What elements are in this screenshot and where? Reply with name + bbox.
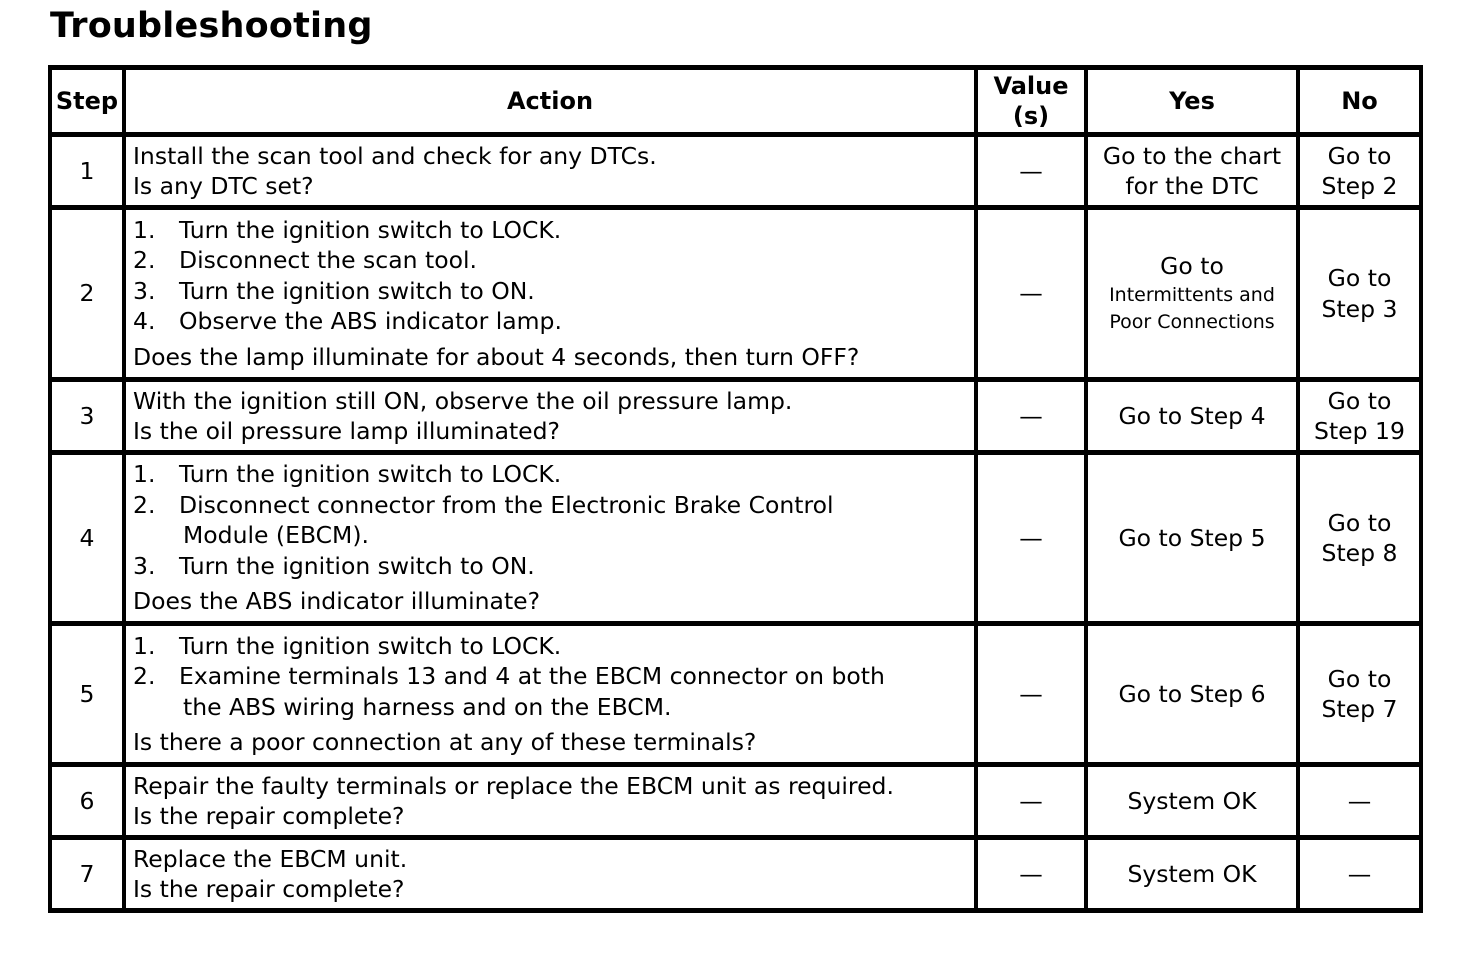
yes-cell: Go to Step 4	[1086, 380, 1298, 453]
troubleshooting-table	[48, 65, 1423, 913]
no-cell	[1298, 453, 1421, 624]
action-line: Is the repair complete?	[133, 802, 405, 830]
step-number: 4	[50, 453, 124, 624]
table-row	[50, 838, 1421, 911]
action-cell	[124, 838, 976, 911]
yes-line-small: Poor Connections	[1109, 310, 1275, 333]
yes-line: Go to	[1160, 252, 1224, 281]
list-item-text: Turn the ignition switch to ON.	[179, 276, 535, 305]
list-item-number: 2.	[133, 490, 156, 519]
action-line: Is any DTC set?	[133, 172, 314, 200]
list-item-number: 2.	[133, 246, 156, 275]
list-item-number: 3.	[133, 551, 156, 580]
page-title: Troubleshooting	[50, 6, 373, 46]
no-cell	[1298, 135, 1421, 208]
list-item-text: Disconnect the scan tool.	[179, 246, 477, 275]
no-line: Go to	[1327, 141, 1392, 170]
yes-cell	[1086, 135, 1298, 208]
list-item	[133, 215, 970, 246]
action-question: Does the ABS indicator illuminate?	[133, 587, 541, 616]
step-number: 6	[50, 765, 124, 838]
header-no: No	[1298, 68, 1421, 135]
no-cell: —	[1298, 838, 1421, 911]
no-cell: —	[1298, 765, 1421, 838]
no-line: Go to	[1327, 664, 1392, 693]
header-action: Action	[124, 68, 976, 135]
no-cell	[1298, 208, 1421, 380]
list-item	[133, 306, 970, 337]
action-question: Does the lamp illuminate for about 4 seconds, then turn OFF?	[133, 342, 860, 371]
table-row	[50, 208, 1421, 380]
no-line: Step 3	[1321, 294, 1398, 323]
action-line: With the ignition still ON, observe the oil pressure lamp.	[133, 386, 793, 415]
value-cell: —	[976, 135, 1086, 208]
action-cell	[124, 624, 976, 765]
action-line: Replace the EBCM unit.	[133, 844, 408, 873]
table-row	[50, 624, 1421, 765]
list-item	[133, 661, 970, 692]
yes-line: Go to the chart	[1102, 141, 1282, 170]
value-cell: —	[976, 380, 1086, 453]
no-line: Go to	[1327, 508, 1392, 537]
action-line: Install the scan tool and check for any DTCs.	[133, 141, 657, 170]
list-item	[133, 490, 970, 521]
list-item-text: Turn the ignition switch to ON.	[179, 551, 535, 580]
value-cell: —	[976, 208, 1086, 380]
action-cell	[124, 135, 976, 208]
step-number: 7	[50, 838, 124, 911]
header-step: Step	[50, 68, 124, 135]
no-cell	[1298, 380, 1421, 453]
yes-cell	[1086, 208, 1298, 380]
list-item	[133, 551, 970, 582]
yes-line-small: Intermittents and	[1109, 283, 1275, 306]
action-line: Is the oil pressure lamp illuminated?	[133, 417, 561, 445]
list-item-number: 4.	[133, 307, 156, 336]
yes-cell: System OK	[1086, 838, 1298, 911]
table-row	[50, 380, 1421, 453]
table-row	[50, 765, 1421, 838]
table-row	[50, 135, 1421, 208]
no-line: Go to	[1327, 264, 1392, 292]
action-cell	[124, 453, 976, 624]
list-item	[133, 631, 970, 662]
list-item-text: Examine terminals 13 and 4 at the EBCM connector on both	[179, 662, 885, 690]
list-item-number: 1.	[133, 460, 156, 489]
no-line: Step 7	[1321, 695, 1398, 723]
action-cell	[124, 380, 976, 453]
list-item	[133, 276, 970, 307]
step-number: 1	[50, 135, 124, 208]
list-item-continuation: Module (EBCM).	[183, 521, 369, 550]
list-item	[133, 245, 970, 276]
no-line: Step 8	[1321, 539, 1398, 567]
list-item-number: 2.	[133, 662, 156, 690]
table-row	[50, 453, 1421, 624]
header-value	[976, 68, 1086, 135]
value-cell: —	[976, 765, 1086, 838]
no-line: Step 2	[1321, 172, 1398, 200]
action-line: Is the repair complete?	[133, 875, 405, 903]
no-line: Step 19	[1314, 417, 1405, 445]
action-line: Repair the faulty terminals or replace the EBCM unit as required.	[133, 771, 894, 800]
value-cell: —	[976, 838, 1086, 911]
step-number: 2	[50, 208, 124, 380]
list-item-number: 3.	[133, 276, 156, 305]
value-cell: —	[976, 624, 1086, 765]
list-item-text: Observe the ABS indicator lamp.	[179, 307, 562, 336]
yes-cell: Go to Step 6	[1086, 624, 1298, 765]
no-cell	[1298, 624, 1421, 765]
list-item-number: 1.	[133, 631, 156, 660]
step-number: 3	[50, 380, 124, 453]
action-cell	[124, 765, 976, 838]
list-item-continuation: the ABS wiring harness and on the EBCM.	[183, 692, 672, 721]
yes-line: for the DTC	[1125, 172, 1259, 200]
list-item-number: 1.	[133, 215, 156, 244]
value-cell: —	[976, 453, 1086, 624]
header-yes: Yes	[1086, 68, 1298, 135]
list-item-text: Disconnect connector from the Electronic Brake Control	[179, 490, 834, 519]
yes-cell: Go to Step 5	[1086, 453, 1298, 624]
header-value-line2: (s)	[1012, 102, 1050, 130]
list-item	[133, 459, 970, 490]
header-value-line1: Value	[993, 72, 1069, 100]
step-number: 5	[50, 624, 124, 765]
list-item-text: Turn the ignition switch to LOCK.	[179, 460, 562, 489]
yes-cell: System OK	[1086, 765, 1298, 838]
table-header-row	[50, 68, 1421, 135]
list-item-text: Turn the ignition switch to LOCK.	[179, 631, 562, 660]
action-question: Is there a poor connection at any of these terminals?	[133, 728, 757, 756]
no-line: Go to	[1327, 386, 1392, 415]
list-item-text: Turn the ignition switch to LOCK.	[179, 215, 562, 244]
action-cell	[124, 208, 976, 380]
